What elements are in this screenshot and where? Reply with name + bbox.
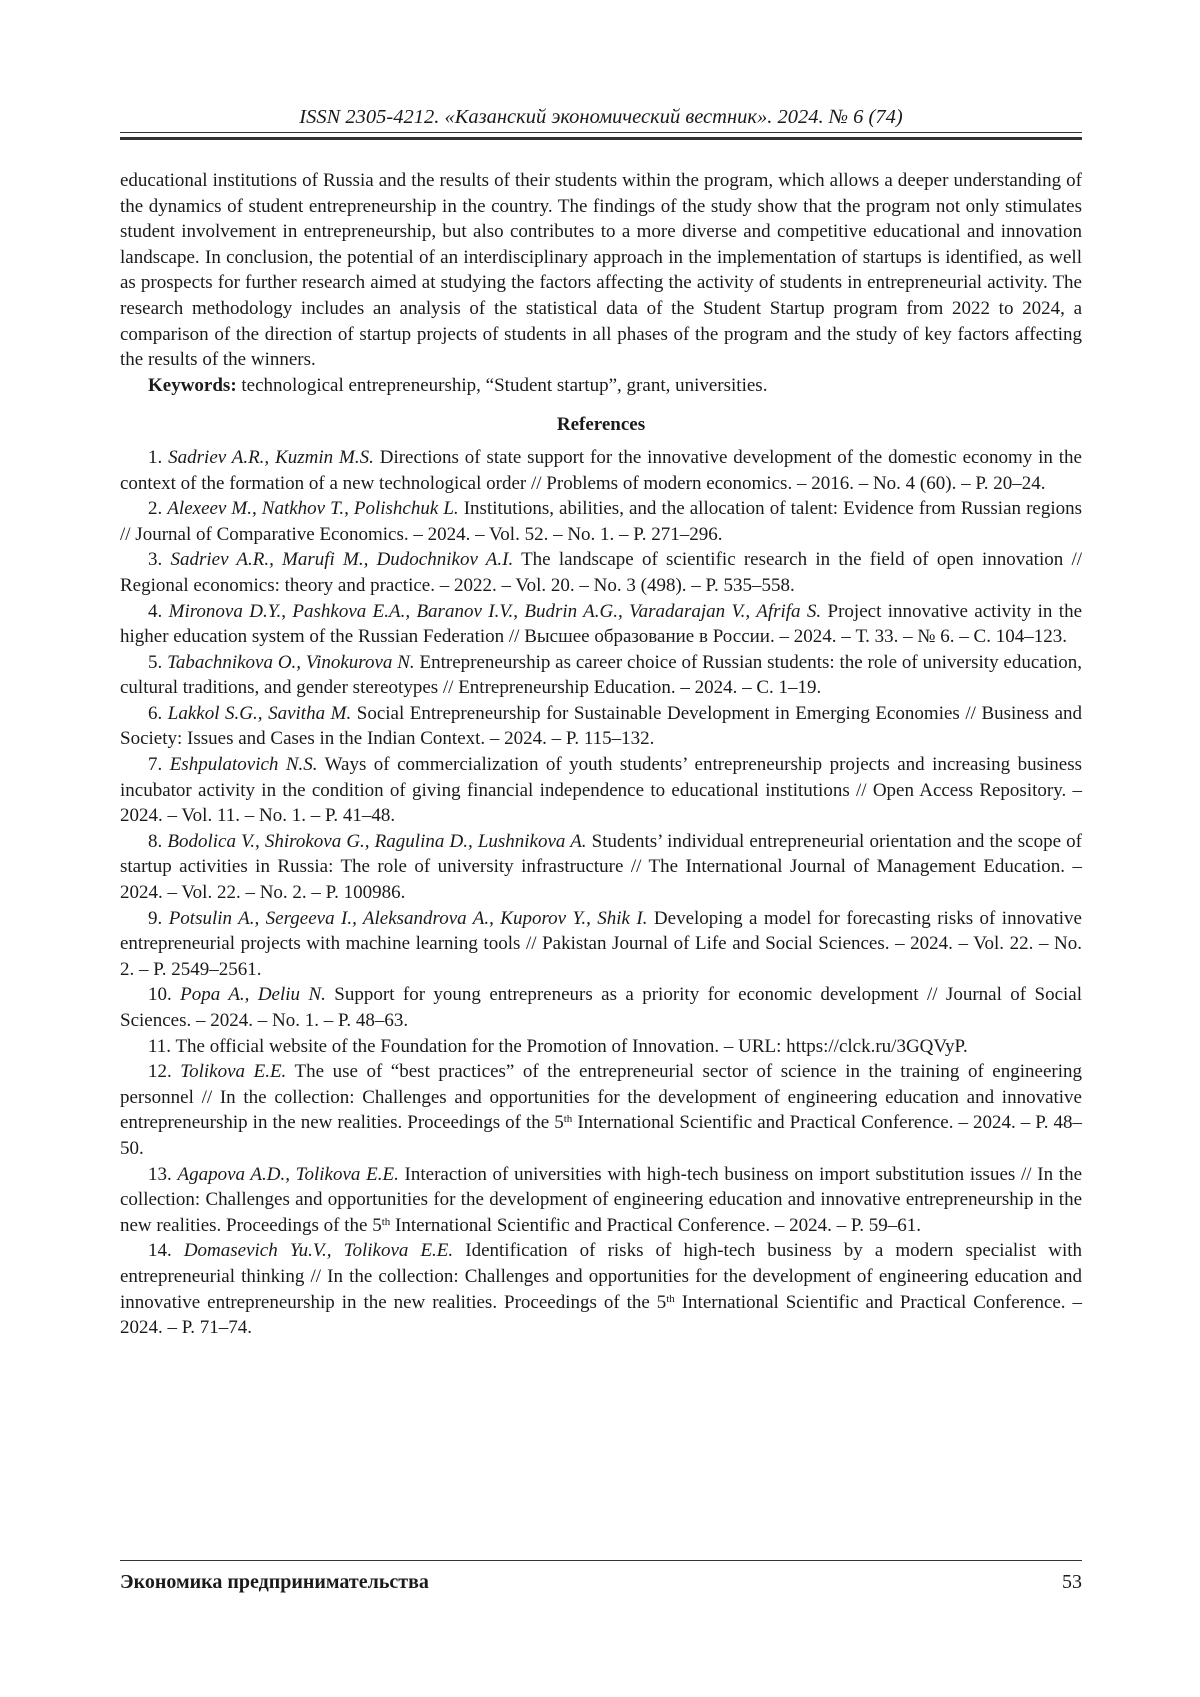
reference-number: 7. bbox=[148, 754, 170, 776]
reference-text-end: International Scientific and Practical Conference. – 2024. – P. 71–74. bbox=[120, 1291, 1082, 1339]
reference-text: Project innovative activity in the higher education system of the Russian Federation // Высшее образование в России. – 2024. – Т. 33. – № 6. – С. 104–123. bbox=[120, 600, 1083, 648]
reference-number: 8. bbox=[148, 830, 168, 852]
reference-text: Entrepreneurship as career choice of Russian students: the role of university education, cultural traditions, and gender stereotypes // Entrepreneurship Education. – 2024. – С. 1–19. bbox=[120, 651, 1083, 699]
reference-text: Ways of commercialization of youth students’ entrepreneurship projects and increasing business incubator activity in the condition of giving financial independence to educational institutions // Open Access Repository. – 2024. – Vol. 11. – No. 1. – P. 41–48. bbox=[120, 754, 1083, 827]
reference-item-2 bbox=[120, 496, 1082, 547]
reference-item-8 bbox=[120, 829, 1082, 906]
reference-item-5 bbox=[120, 650, 1082, 701]
reference-number: 5. bbox=[148, 651, 168, 673]
reference-authors: Potsulin A., Sergeeva I., Aleksandrova A., Kuporov Y., Shik I. bbox=[168, 907, 648, 929]
reference-item-14 bbox=[120, 1238, 1082, 1340]
reference-text-end: International Scientific and Practical Conference. – 2024. – P. 48–50. bbox=[120, 1112, 1082, 1159]
reference-text: Developing a model for forecasting risks of innovative entrepreneurial projects with machine learning tools // Pakistan Journal of Life and Social Sciences. – 2024. – Vol. 22. – No. 2. – P. 2549–2561. bbox=[120, 907, 1082, 980]
reference-number: 12. bbox=[148, 1061, 181, 1083]
keywords-label: Keywords: bbox=[148, 374, 237, 396]
reference-authors: Alexeev M., Natkhov T., Polishchuk L. bbox=[167, 498, 459, 520]
reference-authors: Popa A., Deliu N. bbox=[180, 984, 326, 1006]
ordinal-superscript: th bbox=[563, 1113, 573, 1126]
reference-number: 1. bbox=[148, 446, 169, 468]
reference-number: 4. bbox=[148, 600, 169, 622]
reference-authors: Lakkol S.G., Savitha M. bbox=[167, 702, 352, 724]
footer-rule bbox=[120, 1560, 1082, 1561]
reference-authors: Sadriev A.R., Marufi M., Dudochnikov A.I. bbox=[170, 549, 514, 571]
keywords-line bbox=[120, 373, 1082, 399]
reference-authors: Bodolica V., Shirokova G., Ragulina D., Lushnikova A. bbox=[167, 830, 587, 852]
reference-authors: Sadriev A.R., Kuzmin M.S. bbox=[168, 446, 374, 468]
running-header: ISSN 2305-4212. «Казанский экономический вестник». 2024. № 6 (74) bbox=[299, 106, 903, 128]
reference-item-10 bbox=[120, 982, 1082, 1033]
abstract-continuation: educational institutions of Russia and the results of their students within the program, which allows a deeper understanding of the dynamics of student entrepreneurship in the country. The findings of the study show that the program not only stimulates student involvement in entrepreneurship, but also contributes to a more diverse and competitive educational and innovation landscape. In conclusion, the potential of an interdisciplinary approach in the implementation of startups is identified, as well as prospects for further research aimed at studying the factors affecting the activity of students in entrepreneurial activity. The research methodology includes an analysis of the statistical data of the Student Startup program from 2022 to 2024, a comparison of the direction of startup projects of students in all phases of the program and the study of key factors affecting the results of the winners. bbox=[120, 170, 1082, 371]
reference-number: 6. bbox=[148, 702, 168, 724]
reference-item-6 bbox=[120, 701, 1082, 752]
reference-text: Support for young entrepreneurs as a priority for economic development // Journal of Social Sciences. – 2024. – No. 1. – P. 48–63. bbox=[120, 984, 1082, 1031]
reference-number: 13. bbox=[148, 1163, 178, 1185]
reference-text: Students’ individual entrepreneurial orientation and the scope of startup activities in Russia: The role of university infrastructure // The International Journal of Management Education. – 2024. – Vol. 22. – No. 2. – P. 100986. bbox=[120, 830, 1082, 904]
reference-authors: Tabachnikova O., Vinokurova N. bbox=[167, 651, 415, 673]
reference-authors: Mironova D.Y., Pashkova E.A., Baranov I.V., Budrin A.G., Varadarajan V., Afrifa S. bbox=[168, 600, 822, 622]
references-title: References bbox=[556, 414, 646, 436]
header-rule-thin bbox=[120, 132, 1082, 133]
reference-text-end: International Scientific and Practical Conference. – 2024. – P. 59–61. bbox=[390, 1214, 922, 1236]
keywords-text: technological entrepreneurship, “Student startup”, grant, universities. bbox=[236, 374, 768, 396]
reference-item-9 bbox=[120, 906, 1082, 983]
reference-text: The use of “best practices” of the entrepreneurial sector of science in the training of engineering personnel // In the collection: Challenges and opportunities for the development of engineering education and innovative entrepreneurship in the new realities. Proceedings of the 5 bbox=[120, 1061, 1082, 1134]
reference-item-1 bbox=[120, 445, 1082, 496]
header-rule-thick bbox=[120, 137, 1082, 140]
ordinal-superscript: th bbox=[381, 1215, 391, 1228]
reference-item-7 bbox=[120, 752, 1082, 829]
reference-text: Interaction of universities with high-tech business on import substitution issues // In the collection: Challenges and opportunities for the development of engineering education and innovative entrepreneurship in the new realities. Proceedings of the 5 bbox=[120, 1163, 1083, 1236]
reference-text: Institutions, abilities, and the allocation of talent: Evidence from Russian regions // Journal of Comparative Economics. – 2024. – Vol. 52. – No. 1. – P. 271–296. bbox=[120, 498, 1083, 545]
reference-number: 3. bbox=[148, 549, 171, 571]
reference-item-3 bbox=[120, 547, 1082, 598]
reference-text: The landscape of scientific research in the field of open innovation // Regional economics: theory and practice. – 2022. – Vol. 20. – No. 3 (498). – P. 535–558. bbox=[120, 549, 1083, 596]
reference-number: 9. bbox=[148, 907, 169, 929]
reference-text: Directions of state support for the innovative development of the domestic economy in the context of the formation of a new technological order // Problems of modern economics. – 2016. – No. 4 (60). – P. 20–24. bbox=[120, 446, 1082, 494]
reference-number: 2. bbox=[148, 498, 168, 520]
reference-item-4 bbox=[120, 599, 1082, 650]
page-number: 53 bbox=[1062, 1571, 1082, 1593]
reference-authors: Domasevich Yu.V., Tolikova E.E. bbox=[183, 1240, 454, 1262]
reference-list bbox=[120, 445, 1082, 1341]
reference-number: 10. bbox=[148, 984, 181, 1006]
reference-authors: Agapova A.D., Tolikova E.E. bbox=[177, 1163, 399, 1185]
ordinal-superscript: th bbox=[666, 1292, 675, 1305]
reference-item-12 bbox=[120, 1059, 1082, 1161]
reference-item-13 bbox=[120, 1162, 1082, 1239]
reference-number: 14. bbox=[148, 1240, 184, 1262]
reference-authors: Tolikova E.E. bbox=[180, 1061, 287, 1083]
reference-authors: Eshpulatovich N.S. bbox=[169, 754, 318, 776]
reference-text: Social Entrepreneurship for Sustainable Development in Emerging Economies // Business and Society: Issues and Cases in the Indian Context. – 2024. – P. 115–132. bbox=[120, 702, 1082, 750]
reference-text: Identification of risks of high-tech business by a modern specialist with entrepreneurial thinking // In the collection: Challenges and opportunities for the development of engineering education and innovative entrepreneurship in the new realities. Proceedings of the 5 bbox=[120, 1240, 1083, 1313]
reference-item-11 bbox=[120, 1034, 1082, 1060]
reference-number: 11. bbox=[148, 1035, 176, 1057]
page-body bbox=[120, 168, 1082, 1341]
footer-section-title: Экономика предпринимательства bbox=[120, 1571, 429, 1593]
reference-text: The official website of the Foundation for the Promotion of Innovation. – URL: https://clck.ru/3GQVyP. bbox=[175, 1035, 968, 1057]
